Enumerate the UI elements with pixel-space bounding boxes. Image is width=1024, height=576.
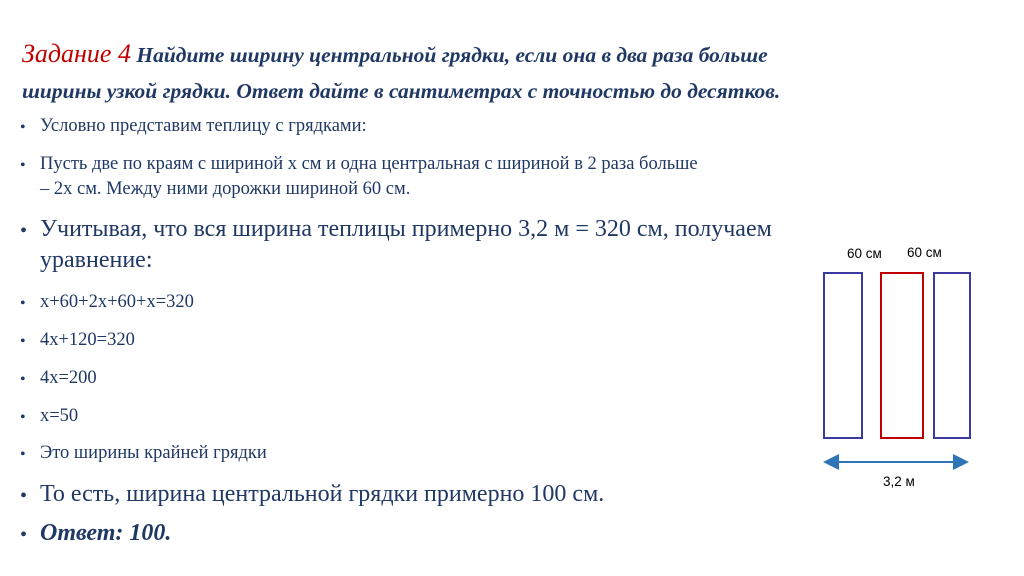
bullet-dot: •: [20, 409, 26, 426]
bullet-dot: •: [20, 295, 26, 312]
center-bed: [881, 273, 923, 438]
bullet-dot: •: [20, 157, 26, 174]
path-width-label-right: 60 см: [907, 245, 942, 260]
bullet-dot: •: [20, 220, 28, 242]
bullet-text: То есть, ширина центральной грядки примерно 100 см.: [40, 481, 605, 507]
answer-text: Ответ: 100.: [40, 520, 172, 546]
equation-text: х+60+2х+60+х=320: [40, 292, 194, 312]
bullet-text: уравнение:: [40, 247, 153, 273]
bullet-dot: •: [20, 446, 26, 463]
bullet-text: – 2х см. Между ними дорожки шириной 60 см.: [40, 179, 411, 199]
path-width-label-left: 60 см: [847, 246, 882, 261]
task-number: Задание 4: [22, 39, 131, 68]
total-width-label: 3,2 м: [883, 474, 915, 489]
bullet-dot: •: [20, 524, 28, 546]
left-bed: [824, 273, 862, 438]
equation-text: х=50: [40, 406, 79, 426]
bullet-text: Учитывая, что вся ширина теплицы примерно 3,2 м = 320 см, получаем: [40, 216, 772, 242]
bullet-dot: •: [20, 485, 28, 507]
bullet-dot: •: [20, 119, 26, 136]
bullet-text: Это ширины крайней грядки: [40, 443, 267, 463]
bullet-dot: •: [20, 333, 26, 350]
task-text-line1: Найдите ширину центральной грядки, если она в два раза больше: [136, 43, 768, 67]
equation-text: 4х+120=320: [40, 330, 135, 350]
bullet-dot: •: [20, 371, 26, 388]
right-bed: [934, 273, 970, 438]
equation-text: 4х=200: [40, 368, 97, 388]
task-text-line2: ширины узкой грядки. Ответ дайте в сантиметрах с точностью до десятков.: [22, 79, 781, 103]
bullet-text: Пусть две по краям с шириной х см и одна центральная с шириной в 2 раза больше: [40, 154, 698, 174]
bullet-text: Условно представим теплицу с грядками:: [40, 116, 367, 136]
